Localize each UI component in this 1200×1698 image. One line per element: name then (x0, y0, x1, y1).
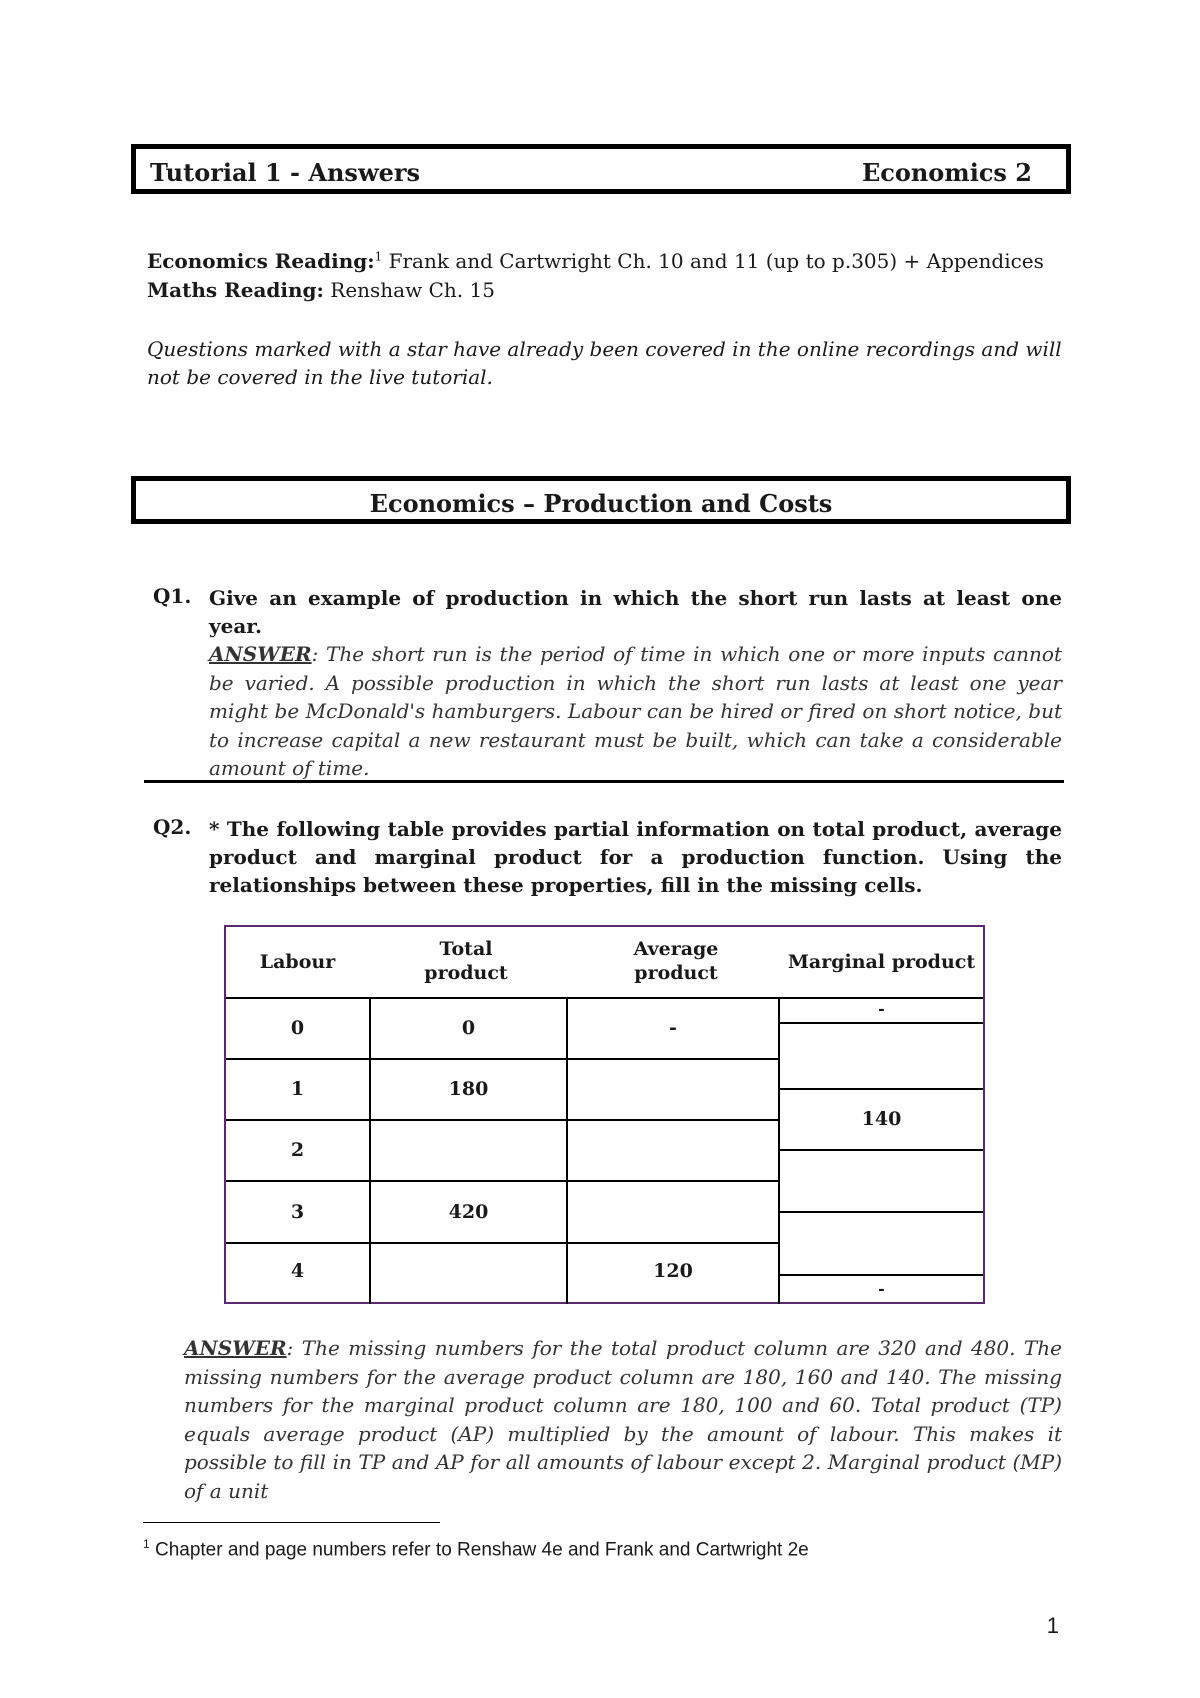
cell-total: 0 (461, 1017, 476, 1039)
star-note: Questions marked with a star have already been covered in the online recordings and will not be covered in the live tutorial. (147, 337, 1062, 389)
footnote-ref: 1 (374, 249, 383, 264)
maths-reading-label: Maths Reading: (147, 278, 324, 302)
q2-answer-label: ANSWER (184, 1336, 287, 1360)
header-box (131, 144, 1071, 194)
q1-number: Q1. (153, 584, 192, 608)
q2-answer (184, 1334, 1062, 1505)
cell-labour: 2 (290, 1139, 305, 1161)
footnote (143, 1537, 809, 1561)
q1-answer-label: ANSWER (209, 642, 312, 666)
cell-labour: 1 (290, 1078, 305, 1100)
cell-total: 420 (448, 1201, 489, 1223)
econ-reading-line (147, 249, 1044, 273)
cell-labour: 4 (290, 1260, 305, 1282)
footnote-marker: 1 (143, 1537, 150, 1551)
section-title: Economics – Production and Costs (369, 489, 833, 518)
header-marginal-product: Marginal product (787, 951, 976, 973)
cell-marginal: - (878, 999, 885, 1018)
cell-marginal: - (878, 1279, 885, 1298)
footnote-text: Chapter and page numbers refer to Renshaw 4e and Frank and Cartwright 2e (154, 1539, 809, 1561)
q2-text: * The following table provides partial information on total product, average product and marginal product for a production function. Using the relationships between these properties, fill in the missing cells. (209, 817, 1062, 897)
page-number: 1 (1046, 1613, 1059, 1638)
header-total-product: Total product (424, 938, 508, 984)
divider (144, 780, 1064, 783)
cell-average: 120 (653, 1260, 693, 1282)
tutorial-title: Tutorial 1 - Answers (150, 158, 421, 187)
econ-reading-label: Economics Reading: (147, 249, 375, 273)
header-average-product: Average product (633, 938, 719, 984)
q1-answer (209, 640, 1062, 783)
q2-answer-text: : The missing numbers for the total product column are 320 and 480. The missing numbers for the average product column are 180, 160 and 140. The missing numbers for the marginal product column are 180, 100 and 60. Total product (TP) equals average product (AP) multiplied by the amount of labour. This makes it possible to fill in TP and AP for all amounts of labour except 2. Marginal product (MP) of a unit (184, 1336, 1062, 1503)
maths-reading-text: Renshaw Ch. 15 (330, 278, 495, 302)
q1-answer-text: : The short run is the period of time in which one or more inputs cannot be varied. A possible production in which the short run lasts at least one year might be McDonald's hamburgers. Labour can be hired or fired on short notice, but to increase capital a new restaurant must be built, which can take a considerable amount of time. (209, 642, 1062, 780)
cell-total: 180 (448, 1078, 489, 1100)
cell-average: - (669, 1017, 677, 1039)
q2-number: Q2. (153, 815, 192, 839)
production-table (224, 925, 985, 1304)
header-labour: Labour (259, 951, 336, 973)
cell-marginal: 140 (861, 1108, 902, 1130)
course-name: Economics 2 (861, 158, 1032, 187)
maths-reading-line (147, 278, 495, 302)
q1-text: Give an example of production in which the short run lasts at least one year. (209, 586, 1062, 638)
cell-labour: 3 (290, 1201, 305, 1223)
section-box (131, 476, 1071, 524)
footnote-separator (143, 1522, 440, 1523)
econ-reading-text: Frank and Cartwright Ch. 10 and 11 (up to p.305) + Appendices (388, 249, 1044, 273)
cell-labour: 0 (290, 1017, 305, 1039)
